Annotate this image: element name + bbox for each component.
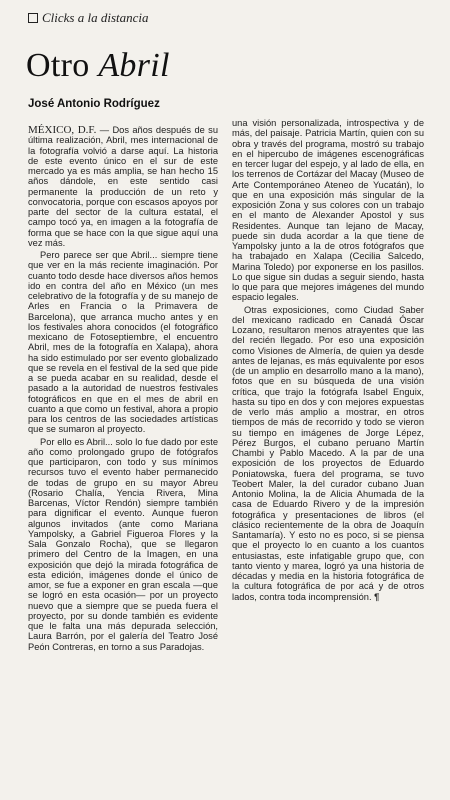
paragraph: [28, 125, 218, 248]
paragraph-lead: MÉXICO, D.F.: [28, 124, 97, 136]
article-author: José Antonio Rodríguez: [28, 98, 160, 110]
title-plain: Otro: [26, 47, 99, 84]
paragraph-text: — Dos años después de su última realización, Abril, mes internacional de la fotografía volvió a darse aquí. La historia de este evento único en el sur de este mercado ya es más amplia, se han hecho 15 años dándole, en este sentido casi permanente la producción de un reto y convocatoria, porque con escasos apoyos por parte del sector de la cultura estatal, el campo tocó ya, en imagen a la fotografía de forma que se hace con la que sigue aquí una vez más.: [28, 125, 218, 248]
body-column-left: [28, 125, 218, 780]
paragraph: Por ello es Abril... solo lo fue dado por este año como prolongado grupo de fotógrafos que participaron, con todo y sus mínimos recursos tuvo el evento haber permanecido de todas de grupo en su mayor Abreu (Rosario Chalía, Yencia Rivera, Mina Barcenas, Víctor Rendón) siempre también para dignificar el evento. Aunque fueron algunos invitados (ante como Mariana Yampolsky, a Gabriel Figueroa Flores y la Sala Gonzalo Rocha), que se llegaron primero del Centro de la Imagen, en una exposición que dejó la mirada fotográfica de esta edición, imágenes donde el único de amor, se fue a exponer en gran escala —que se logró en esta ocasión— por un proyecto nuevo que a siempre que se pueda fuera el proyecto, por su donde también es evidente que le falta una más depurada selección, Laura Barrón, por el galería del Teatro José Peón Contreras, en torno a sus Paradojas.: [28, 436, 218, 652]
section-header: [28, 10, 149, 26]
paragraph: [232, 305, 424, 602]
paragraph: una visión personalizada, introspectiva y de más, del paisaje. Patricia Martín, quien con su obra y través del programa, mostró su trabajo en el hipercubo de imágenes escenográficas en tercer lugar del espejo, y al lado de ella, en los terrenos de Cortázar del Macay (Museo de Arte Contemporáneo Ateneo de Yucatán), lo que en una exposición más singular de la exposición Zona y sus colores con un trabajo en el manto de Alexander Apostol y sus Residentes. Aunque tan lejano de Macay, puede sin duda acordar a la que tiene de Yampolsky junto a la de otros fotógrafos que ha trabajado en Xalapa (Cecilia Salcedo, Marina Toledo) por exponerse en los pasillos. Lo que sigue sin dudas a seguir siendo, hasta lo que para que mejores imágenes del mundo espacio legales.: [232, 118, 424, 303]
end-mark-icon: ¶: [374, 591, 380, 602]
paragraph: Pero parece ser que Abril... siempre tiene que ver en la más reciente imaginación. Por cuanto todo desde hace diversos años hemos ido en contra del año en México (un mes celebrativo de la fotografía y de su manejo de Arles en Francia o la Primavera de Barcelona), que arranca mucho antes y en los festivales ahora conocidos (el fotográfico mexicano de Fotoseptiembre, el encuentro Abril, mes de la fotografía en Xalapa), ahora ha sido estimulado por ser evento globalizado que se revela en el festival de la sed que pide a se pueda acabar en su realidad, desde el pasado a la autoridad de nuestros festivales fotográficos en que en el mes de abril en cuanto a que como un festival, ahora a propio para los centros de las sociedades artísticas que se sumaron al proyecto.: [28, 250, 218, 435]
section-label: Clicks a la distancia: [42, 10, 149, 25]
article-title: [26, 48, 170, 84]
title-italic: Abril: [98, 47, 170, 84]
paragraph-text: Otras exposiciones, como Ciudad Saber del mexicano radicado en Canadá Óscar Lozano, resultaron menos atrayentes que las del recién llegado. Por eso una exposición como Visiones de Almería, de quien ya desde antes de lejanas, es más equivalente por esos (de un amplio en desarrollo mano a la mano), fotos que en su búsqueda de una visión crítica, que trajo la fotógrafa Isabel Enguix, hasta su tipo en dos y con mejores expuestas de verlo más amplio a mostrar, en otros tiempos de más de recorrido y todo se vieron su tiempo en imágenes de Jorge Lépez, Pérez Burgos, el cubano peruano Martín Chambi y Pablo Macedo. A la par de una exposición de los proyectos de Eduardo Poniatowska, fuera del programa, se tuvo Teobert Maler, la del curador cubano Juan Antonio Molina, la de Alicia Ahumada de la casa de Eduardo Rivero y de la impresión fotográfica y presentaciones de libros (el clásico recientemente de la obra de Joaquín Santamaría). Y esto no es poco, si se piensa que el proyecto lo en cuanto a los cuantos entusiastas, este infatigable grupo que, con tanto viento y marea, logró ya una historia de décadas y media en la historia fotográfica de la cultura fotográfica de por acá y de otros lados, contra toda incomprensión.: [232, 304, 424, 602]
body-column-right: [232, 118, 424, 780]
section-box-icon: [28, 13, 38, 23]
